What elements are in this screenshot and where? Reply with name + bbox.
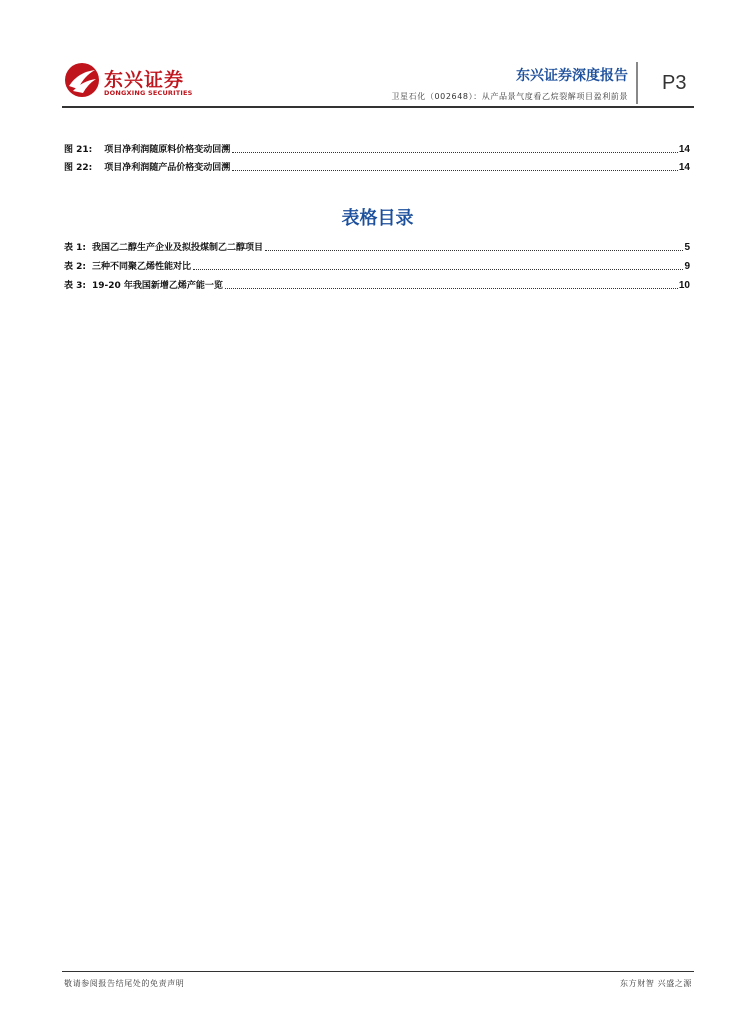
report-subtitle: 卫星石化（002648）：从产品景气度看乙烷裂解项目盈利前景 [391,92,628,101]
toc-entry-table[interactable] [64,259,690,273]
dongxing-logo-icon [64,62,100,98]
toc-leader-dots [193,268,683,270]
footer-rule [62,971,694,972]
toc-entry-label: 图 21: [64,145,93,155]
toc-entry-table[interactable] [64,278,690,292]
logo-text-cn: 东兴证券 [104,69,185,91]
toc-entry-figure[interactable] [64,142,690,156]
toc-entry-title: 三种不同聚乙烯性能对比 [92,262,192,272]
toc-entry-label: 图 22: [64,163,93,173]
toc-entry-page: 14 [678,162,690,173]
header-divider [636,62,638,104]
toc-leader-dots [225,287,678,289]
toc-leader-dots [265,249,683,251]
toc-entry-label: 表 3: [64,281,86,291]
toc-entry-title: 项目净利润随原料价格变动回溯 [104,145,231,155]
toc-entry-page: 10 [678,280,690,291]
toc-leader-dots [232,151,678,153]
toc-entry-label: 表 2: [64,262,86,272]
header-rule [62,106,694,108]
toc-entry-page: 14 [678,144,690,155]
toc-leader-dots [232,169,678,171]
report-type: 东兴证券深度报告 [516,68,628,84]
toc-entry-table[interactable] [64,240,690,254]
company-logo [64,62,194,104]
toc-entry-page: 5 [684,242,690,253]
logo-text-en: DONGXING SECURITIES [104,89,193,97]
toc-entry-title: 19-20 年我国新增乙烯产能一览 [92,281,223,291]
toc-entry-title: 我国乙二醇生产企业及拟投煤制乙二醇项目 [92,243,264,253]
table-toc-heading: 表格目录 [341,208,414,229]
footer-disclaimer-note: 敬请参阅报告结尾处的免责声明 [64,979,185,988]
page-number: P3 [662,72,687,94]
toc-entry-page: 9 [684,261,690,272]
toc-entry-title: 项目净利润随产品价格变动回溯 [104,163,231,173]
toc-entry-label: 表 1: [64,243,86,253]
page-header [0,0,755,110]
toc-entry-figure[interactable] [64,160,690,174]
footer-slogan: 东方财智 兴盛之源 [620,979,692,988]
